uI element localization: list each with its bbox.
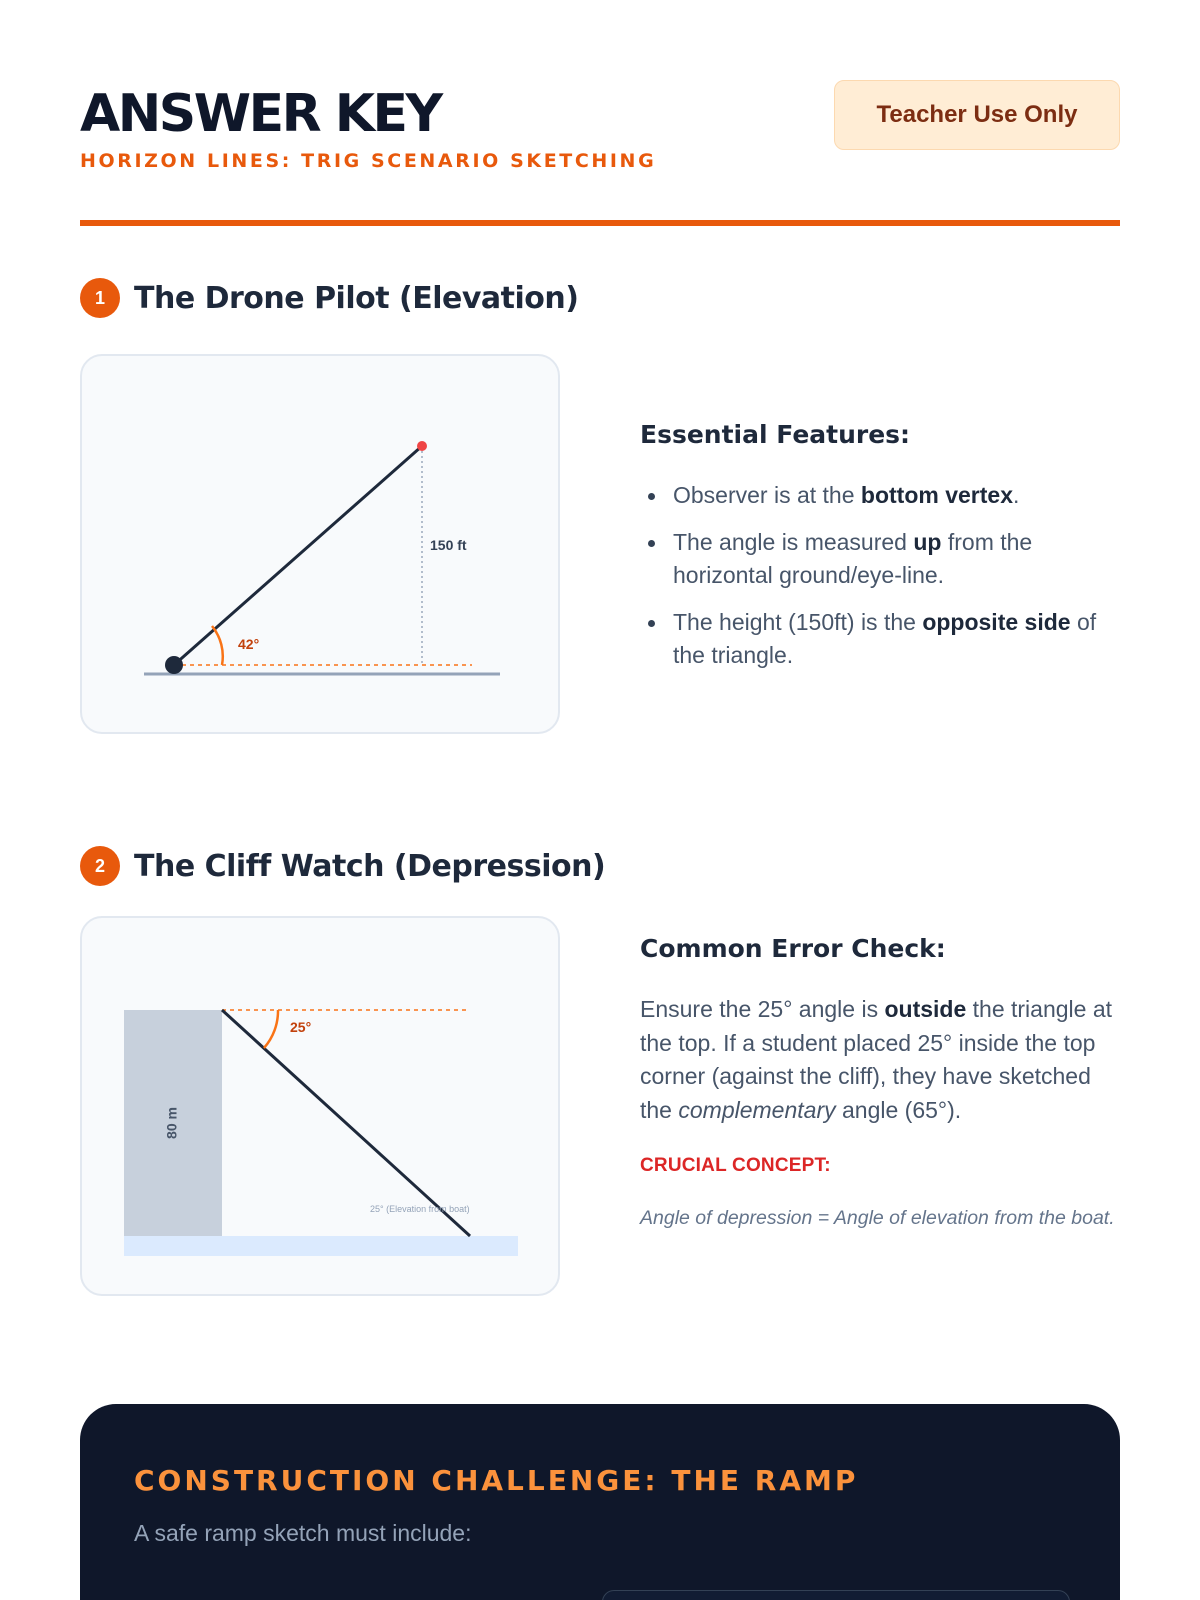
page-subtitle: HORIZON LINES: TRIG SCENARIO SKETCHING [80, 150, 657, 172]
challenge-title: CONSTRUCTION CHALLENGE: THE RAMP [134, 1464, 859, 1497]
error-explanation: Ensure the 25° angle is outside the triangle at the top. If a student placed 25° inside the top corner (against the cliff), they have sketched the complementary angle (65°). [640, 996, 1113, 1123]
cliff-diagram [80, 916, 560, 1296]
answer-key-page [80, 0, 1120, 1600]
challenge-subtitle: A safe ramp sketch must include: [134, 1520, 472, 1546]
depression-angle-label: 25° [290, 1019, 312, 1035]
section-2-heading [80, 846, 605, 886]
challenge-sketch-box [602, 1590, 1070, 1600]
construction-challenge-panel [80, 1404, 1120, 1600]
boat-angle-label: 25° (Elevation from boat) [370, 1204, 470, 1214]
drone-diagram [80, 354, 560, 734]
header-divider [80, 220, 1120, 226]
features-heading: Essential Features: [640, 420, 911, 449]
height-label: 150 ft [430, 537, 467, 553]
water-surface [124, 1236, 518, 1256]
crucial-concept-label: CRUCIAL CONCEPT: [640, 1155, 831, 1176]
list-item: Observer is at the bottom vertex. [640, 479, 1120, 512]
features-list [640, 479, 1120, 672]
error-heading: Common Error Check: [640, 934, 946, 963]
observer-point [165, 656, 183, 674]
angle-label: 42° [238, 636, 260, 652]
section-1-number: 1 [80, 278, 120, 318]
crucial-concept-note: Angle of depression = Angle of elevation from the boat. [640, 1207, 1115, 1229]
list-item: The height (150ft) is the opposite side of the triangle. [640, 606, 1120, 672]
line-of-sight [222, 1010, 470, 1236]
cliff-height-label: 80 m [163, 1107, 180, 1139]
section-1-heading [80, 278, 578, 318]
line-of-sight [174, 446, 422, 665]
cliff-triangle-svg [82, 918, 562, 1298]
drone-triangle-svg [82, 356, 562, 736]
depression-angle-arc [264, 1010, 278, 1048]
list-item: The angle is measured up from the horizontal ground/eye-line. [640, 526, 1120, 592]
section-1-title: The Drone Pilot (Elevation) [134, 280, 579, 316]
essential-features-panel [640, 420, 1120, 686]
drone-point [417, 441, 427, 451]
section-2-number: 2 [80, 846, 120, 886]
common-error-panel [640, 934, 1120, 1232]
page-header [80, 80, 1120, 226]
teacher-only-badge: Teacher Use Only [834, 80, 1120, 150]
page-title: ANSWER KEY [80, 84, 441, 144]
section-2-title: The Cliff Watch (Depression) [134, 848, 606, 884]
